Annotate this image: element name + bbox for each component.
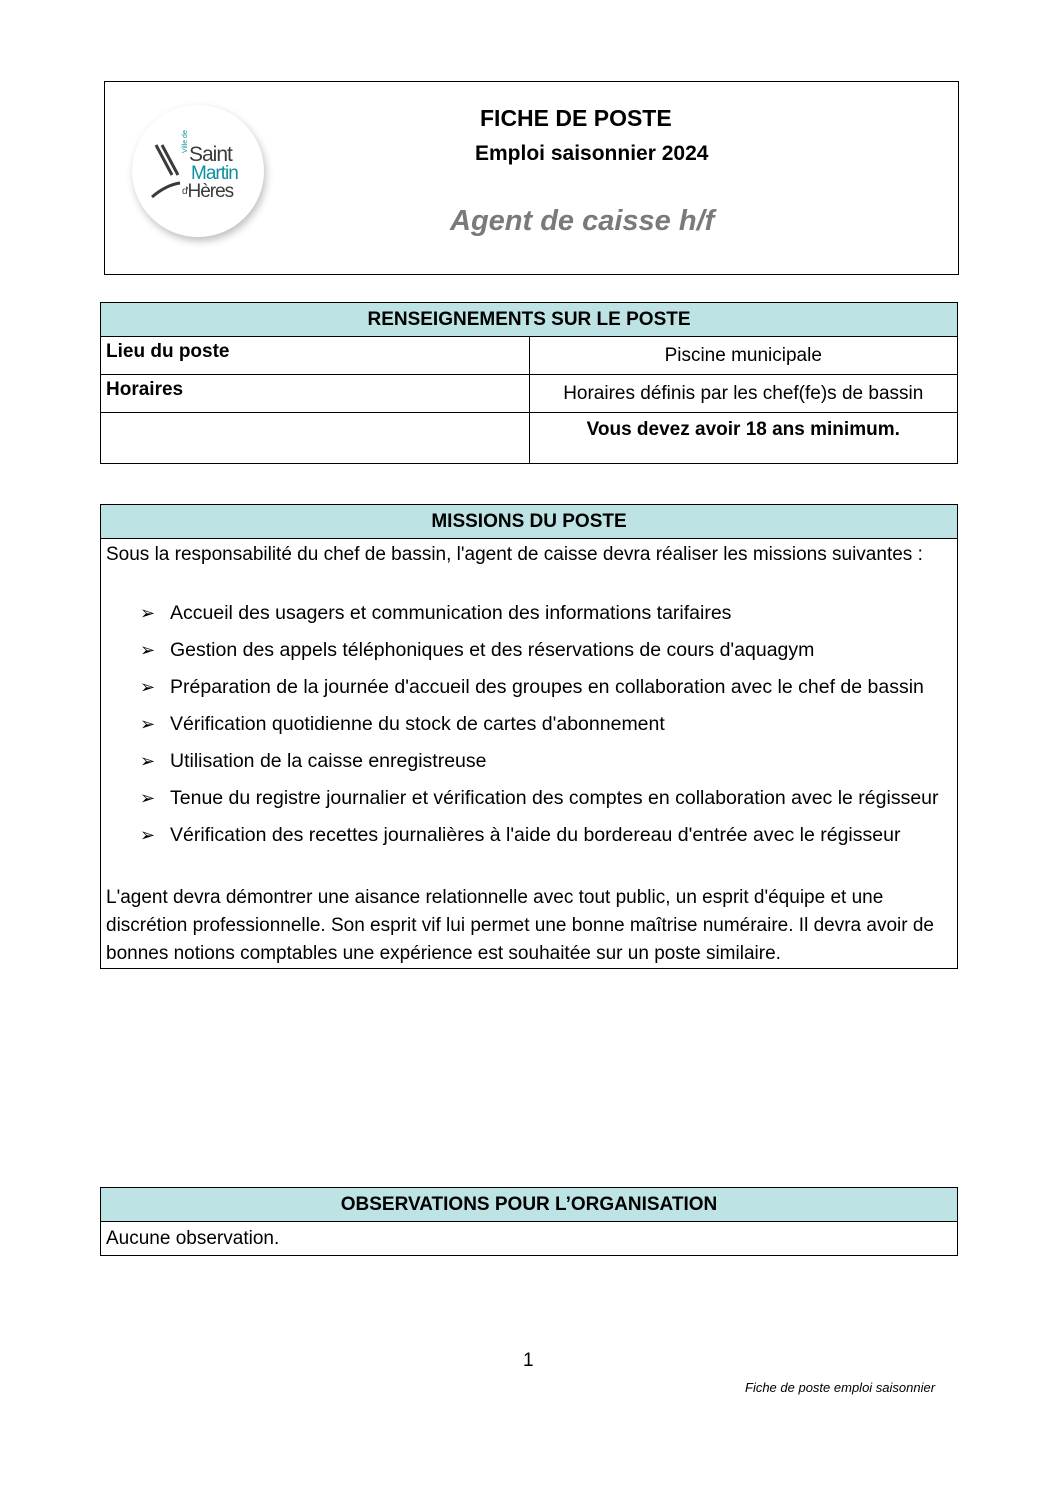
row-value: Horaires définis par les chef(fe)s de bassin (529, 375, 958, 413)
page-number: 1 (523, 1350, 534, 1371)
logo-heres-word: Hères (187, 181, 234, 202)
document-title: FICHE DE POSTE (480, 105, 672, 131)
list-item (140, 595, 952, 632)
arrow-bullet-icon: ➢ (140, 677, 156, 697)
document-subtitle: Emploi saisonnier 2024 (475, 142, 709, 165)
mission-text: Gestion des appels téléphoniques et des réservations de cours d'aquagym (170, 639, 815, 661)
row-label: Horaires (101, 375, 530, 413)
row-value: Vous devez avoir 18 ans minimum. (529, 413, 958, 464)
footer-caption: Fiche de poste emploi saisonnier (745, 1380, 936, 1395)
list-item (140, 706, 952, 743)
mission-text: Vérification des recettes journalières à l'aide du bordereau d'entrée avec le régisseur (170, 824, 901, 846)
list-item (140, 743, 952, 780)
logo-d-text: d' (182, 186, 188, 197)
list-item (140, 632, 952, 669)
table-row (101, 413, 958, 464)
arrow-bullet-icon: ➢ (140, 788, 156, 808)
job-title: Agent de caisse h/f (450, 205, 715, 237)
arrow-bullet-icon: ➢ (140, 714, 156, 734)
list-item (140, 669, 952, 706)
mission-text: Accueil des usagers et communication des informations tarifaires (170, 602, 732, 624)
logo-heres-text (182, 183, 233, 201)
observations-heading: OBSERVATIONS POUR L’ORGANISATION (101, 1188, 958, 1222)
arrow-bullet-icon: ➢ (140, 640, 156, 660)
mission-text: Utilisation de la caisse enregistreuse (170, 750, 487, 772)
list-item (140, 817, 952, 854)
arrow-bullet-icon: ➢ (140, 825, 156, 845)
arrow-bullet-icon: ➢ (140, 603, 156, 623)
list-item (140, 780, 952, 817)
observations-text: Aucune observation. (101, 1222, 958, 1256)
row-label (101, 413, 530, 464)
mission-text: Vérification quotidienne du stock de cartes d'abonnement (170, 713, 665, 735)
missions-table (100, 504, 958, 969)
row-label: Lieu du poste (101, 337, 530, 375)
renseignements-heading: RENSEIGNEMENTS SUR LE POSTE (101, 303, 958, 337)
mission-text: Préparation de la journée d'accueil des groupes en collaboration avec le chef de bassin (170, 676, 924, 698)
row-value: Piscine municipale (529, 337, 958, 375)
table-row (101, 375, 958, 413)
renseignements-table (100, 302, 958, 464)
arrow-bullet-icon: ➢ (140, 751, 156, 771)
logo-ville-text: Ville de (182, 130, 189, 153)
missions-body (101, 539, 958, 969)
missions-outro: L'agent devra démontrer une aisance relationnelle avec tout public, un esprit d'équipe et une discrétion professionnelle. Son esprit vif lui permet une bonne maîtrise numéraire. Il devra avoir de bonnes notions comptables une expérience est souhaitée sur un poste similaire. (106, 887, 934, 964)
table-row (101, 337, 958, 375)
logo-saint-text: Saint (189, 143, 232, 166)
missions-heading: MISSIONS DU POSTE (101, 505, 958, 539)
missions-intro: Sous la responsabilité du chef de bassin, l'agent de caisse devra réaliser les missions suivantes : (106, 544, 923, 565)
logo-martin-text: Martin (191, 163, 238, 184)
saint-martin-dheres-logo (132, 105, 264, 237)
missions-list (106, 595, 952, 854)
mission-text: Tenue du registre journalier et vérification des comptes en collaboration avec le régisseur (170, 787, 939, 809)
observations-table (100, 1187, 958, 1256)
